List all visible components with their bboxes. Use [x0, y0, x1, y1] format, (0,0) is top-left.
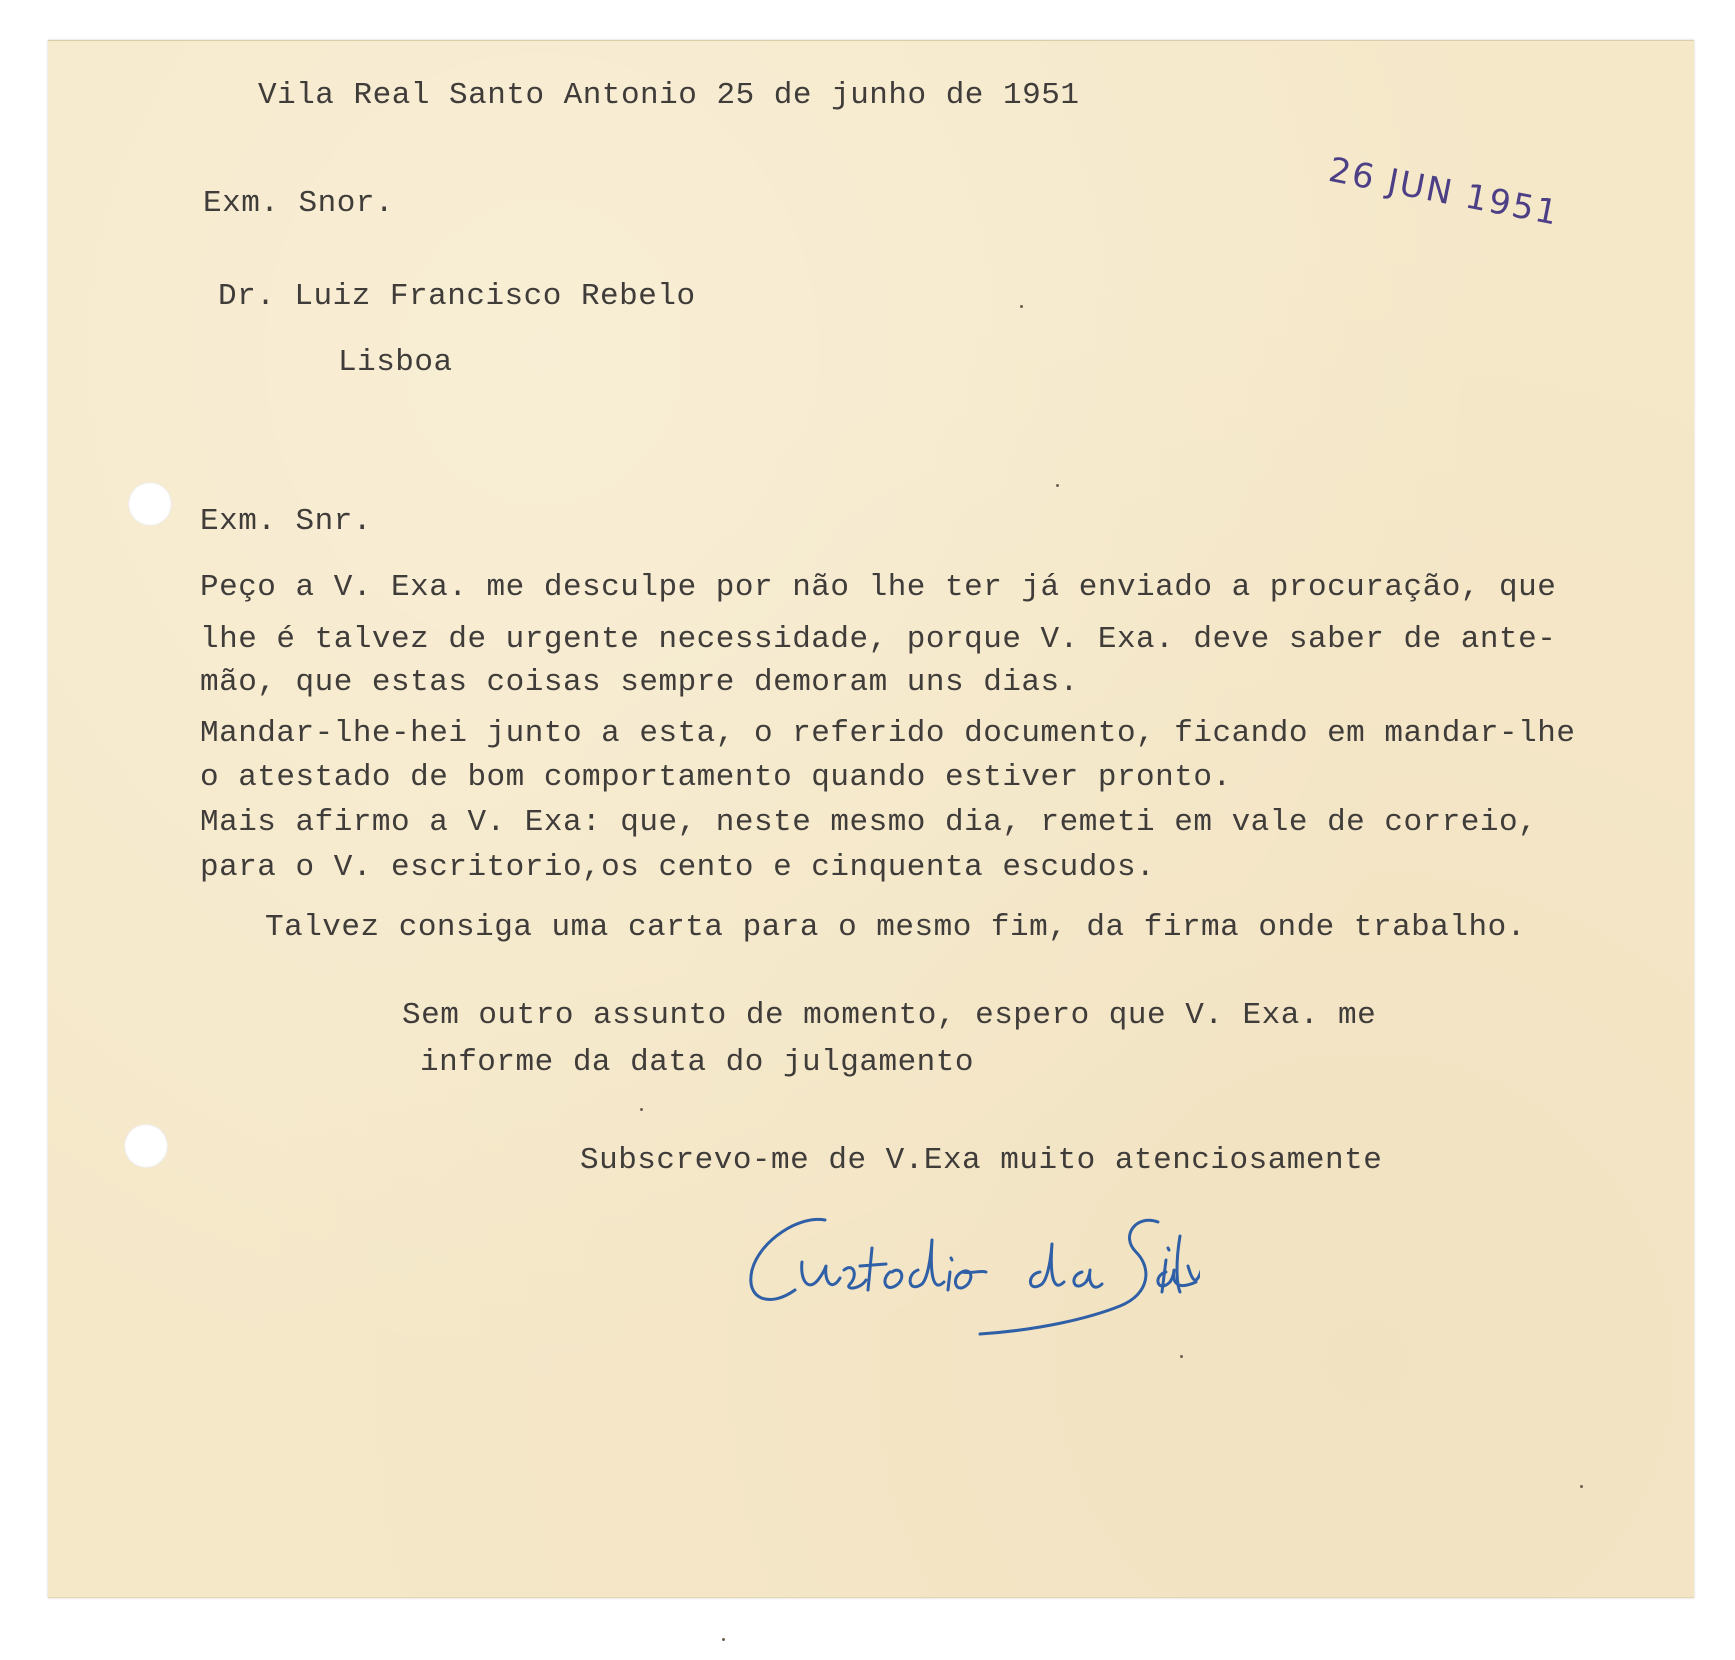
- paper-speck: [1580, 1485, 1583, 1488]
- punch-hole-top: [128, 482, 172, 526]
- body-line-6: Mais afirmo a V. Exa: que, neste mesmo dia, remeti em vale de correio,: [200, 805, 1538, 840]
- body-line-5: o atestado de bom comportamento quando estiver pronto.: [200, 760, 1232, 795]
- salutation: Exm. Snr.: [200, 504, 372, 539]
- paper-speck: [1020, 305, 1023, 308]
- body-line-2: lhe é talvez de urgente necessidade, porque V. Exa. deve saber de ante-: [200, 622, 1557, 657]
- body-line-4: Mandar-lhe-hei junto a esta, o referido documento, ficando em mandar-lhe: [200, 716, 1576, 751]
- received-date-stamp: 26 JUN 1951: [1325, 150, 1563, 234]
- closing-line-1: Sem outro assunto de momento, espero que V. Exa. me: [402, 998, 1377, 1033]
- closing-line-2: informe da data do julgamento: [420, 1045, 974, 1080]
- handwritten-signature: [740, 1210, 1200, 1340]
- sign-off: Subscrevo-me de V.Exa muito atenciosamente: [580, 1143, 1383, 1178]
- body-line-1: Peço a V. Exa. me desculpe por não lhe ter já enviado a procuração, que: [200, 570, 1557, 605]
- paper-speck: [1180, 1355, 1183, 1358]
- body-line-7: para o V. escritorio,os cento e cinquenta escudos.: [200, 850, 1156, 885]
- punch-hole-bottom: [124, 1124, 168, 1168]
- envelope-salutation: Exm. Snor.: [203, 186, 395, 221]
- paper-speck: [722, 1638, 725, 1641]
- place-date-line: Vila Real Santo Antonio 25 de junho de 1951: [258, 78, 1080, 113]
- recipient-name: Dr. Luiz Francisco Rebelo: [218, 279, 696, 314]
- paper-speck: [640, 1108, 643, 1111]
- body-line-3: mão, que estas coisas sempre demoram uns dias.: [200, 665, 1079, 700]
- recipient-city: Lisboa: [338, 345, 453, 380]
- body-line-8: Talvez consiga uma carta para o mesmo fim, da firma onde trabalho.: [265, 910, 1526, 945]
- paper-speck: [1056, 484, 1059, 487]
